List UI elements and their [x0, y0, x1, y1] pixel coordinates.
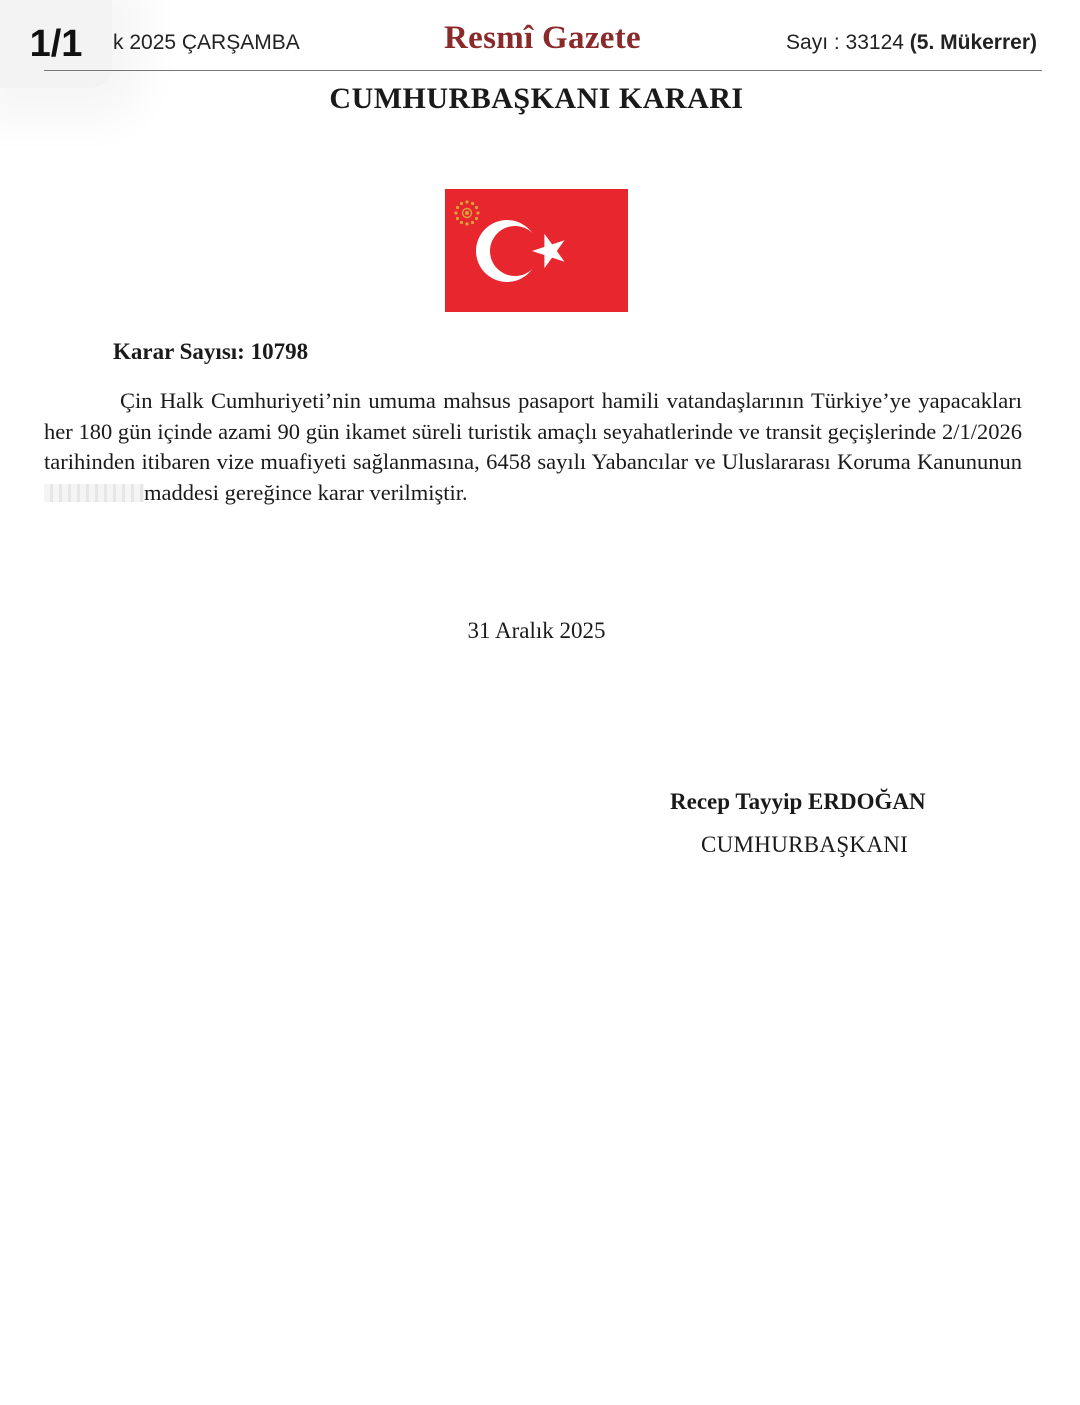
gazette-date: k 2025 ÇARŞAMBA [113, 31, 300, 54]
signatory-title: CUMHURBAŞKANI [701, 832, 909, 857]
decree-text-part1: Çin Halk Cumhuriyeti’nin umuma mahsus pasaport hamili vatandaşlarının Türkiye’ye yapacakları her 180 gün içinde azami 90 gün ikamet süreli turistik amaçlı seyahatlerinde ve transit geçişlerinde 2/1/2026 tarihinden itibaren vize muafiyeti sağlanmasına, 6458 sayılı Yabancılar ve Uluslararası Koruma Kanununun [44, 388, 1022, 474]
decree-text-part2: maddesi gereğince karar verilmiştir. [144, 479, 468, 505]
issue-repeat-label: (5. Mükerrer) [909, 31, 1037, 54]
decision-number: Karar Sayısı: 10798 [113, 339, 309, 364]
turkish-flag-icon [445, 189, 628, 312]
page-counter: 1/1 [0, 0, 112, 88]
redacted-article-number [44, 484, 144, 502]
gazette-title: Resmî Gazete [444, 20, 641, 56]
decision-heading: CUMHURBAŞKANI KARARI [329, 82, 744, 115]
gazette-issue-number [786, 31, 1037, 55]
header-divider [44, 70, 1042, 71]
signatory-name: Recep Tayyip ERDOĞAN [670, 789, 926, 814]
issue-number-text: Sayı : 33124 [786, 31, 904, 54]
decree-body [44, 386, 1022, 508]
decree-date: 31 Aralık 2025 [467, 618, 606, 643]
